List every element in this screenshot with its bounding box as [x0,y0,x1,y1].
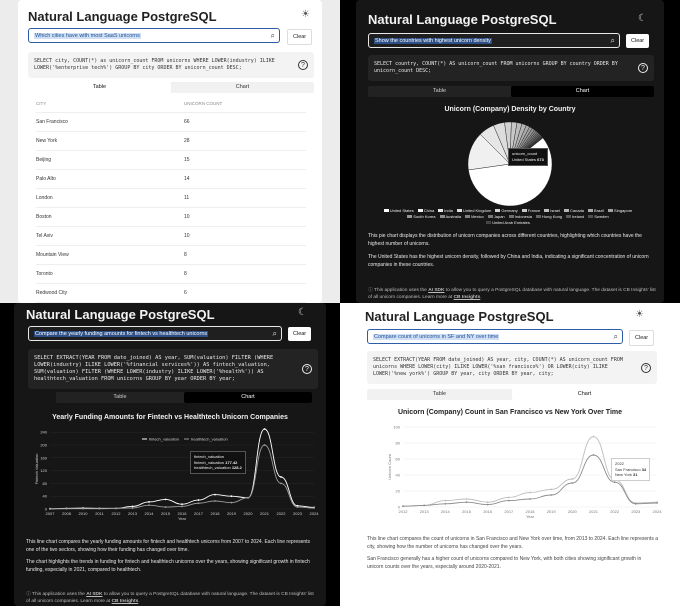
search-icon[interactable]: ⌕ [270,31,275,40]
chart-title: Unicorn (Company) Density by Country [444,106,576,113]
legend-item [522,208,540,213]
data-point[interactable] [198,499,200,501]
legend-label: Australia [445,214,462,219]
tooltip-row: fintech_valuation 177.42 [194,459,238,465]
data-point[interactable] [593,454,595,456]
legend-swatch [438,209,443,212]
count-cell: 11 [184,188,306,207]
data-point[interactable] [165,506,167,508]
legend-item [438,208,453,213]
data-point[interactable] [593,436,595,438]
x-tick-label: 2018 [210,511,220,516]
table-row [36,226,306,245]
screenshot-fintech-healthtech [0,303,340,606]
tab-table[interactable]: Table [28,82,171,93]
footer-text: ⓘ This application uses the AI SDK to allow you to query a PostgreSQL database with natural language. The dataset is CB Insights' list of all unicorn companies. Learn more at CB Insights. [26,592,314,604]
sql-text: SELECT city, COUNT(*) as unicorn_count FROM unicorns WHERE LOWER(industry) ILIKE LOWER('%enterprise tech%') GROUP BY city ORDER BY unicorn_count DESC; [34,58,275,71]
data-point[interactable] [571,482,573,484]
legend-swatch [495,209,500,212]
data-point[interactable] [165,499,167,501]
legend-swatch [536,215,541,218]
x-tick-label: 2016 [177,511,187,516]
x-tick-label: 2019 [546,509,556,514]
count-cell: 28 [184,131,306,150]
legend-swatch [588,215,593,218]
tab-chart[interactable]: Chart [184,392,312,403]
theme-toggle-icon[interactable]: ☾ [298,307,307,318]
legend-swatch [418,209,423,212]
y-tick-label: 120 [40,468,47,474]
x-tick-label: 2013 [419,509,429,514]
data-point[interactable] [656,502,658,504]
table-row [36,131,306,150]
data-point[interactable] [247,497,249,499]
chart-description [26,539,318,574]
legend-label: United Arab Emirates [492,220,530,225]
data-point[interactable] [635,503,637,505]
y-tick-label: 160 [40,455,47,461]
legend-swatch [588,209,593,212]
sql-query-box [28,349,318,389]
description-paragraph: This pie chart displays the distribution of unicorn companies across different countries, highlighting which countries have the highest number of unicorns. [368,233,642,247]
legend-item [564,208,584,213]
y-axis-label: Fintech Valuation [34,453,39,485]
legend-item [509,214,532,219]
legend-swatch [522,209,527,212]
legend-item [608,208,632,213]
legend-label: Ireland [572,214,585,219]
city-cell: Boston [36,207,184,226]
legend-label: Singapore [614,208,633,213]
data-point[interactable] [508,500,510,502]
legend-label: Japan [493,214,505,219]
description-paragraph: The United States has the highest unicorn density, followed by China and India, indicating a significant concentration of unicorn companies in these countries. [368,254,649,268]
theme-toggle-icon[interactable]: ☀ [301,9,310,20]
data-point[interactable] [214,494,216,496]
ai-sdk-link[interactable]: AI SDK [86,592,103,597]
search-input[interactable] [368,33,620,48]
sql-text: SELECT country, COUNT(*) AS unicorn_count FROM unicorns GROUP BY country ORDER BY unicorn_count DESC; [374,61,618,74]
theme-toggle-icon[interactable]: ☀ [635,309,644,320]
data-point[interactable] [487,504,489,506]
data-point[interactable] [66,508,68,510]
data-point[interactable] [115,507,117,509]
search-input[interactable] [367,329,623,344]
legend-swatch [465,215,470,218]
x-tick-label: 2021 [589,509,598,514]
tooltip-row [512,157,544,163]
legend-item [486,220,530,225]
screenshot-country-pie [340,0,680,303]
city-cell: Toronto [36,264,184,283]
theme-toggle-icon[interactable]: ☾ [638,13,647,24]
legend-label: China [423,208,435,213]
legend-item [544,208,560,213]
chart-title: Unicorn (Company) Count in San Francisco vs New York Over Time [397,409,623,416]
data-point[interactable] [529,498,531,500]
query-text: Compare count of unicorns in SF and NY over time [374,334,499,340]
legend-label: fintech_valuation [149,436,180,442]
sql-query-box [367,351,657,384]
data-point[interactable] [313,507,315,509]
tab-table[interactable]: Table [432,391,447,397]
table-row [36,245,306,264]
legend-item [588,208,604,213]
view-tabs [56,392,312,403]
x-tick-label: 2020 [567,509,577,514]
app-title: Natural Language PostgreSQL [26,307,215,322]
y-tick-label: 80 [395,440,400,446]
search-input[interactable] [28,28,280,43]
table-row [36,112,306,131]
table-row [36,283,306,302]
legend-swatch [440,215,445,218]
series-line[interactable] [50,429,314,509]
legend-item [488,214,505,219]
legend-label: Hong Kong [542,214,563,219]
clear-button[interactable]: Clear [626,34,649,48]
count-cell: 10 [184,207,306,226]
y-tick-label: 240 [40,429,47,435]
x-tick-label: 2017 [194,511,203,516]
pie-tooltip [508,148,548,166]
column-header-count: UNICORN COUNT [184,96,306,112]
tooltip-row: healthtech_valuation 128.2 [194,465,242,470]
legend-item [536,214,562,219]
legend-swatch [457,209,462,212]
x-tick-label: 2023 [631,509,641,514]
data-point[interactable] [49,508,51,510]
legend-row [378,220,642,226]
city-cell: London [36,188,184,207]
x-tick-label: 2012 [111,511,121,516]
legend-swatch [564,209,569,212]
data-point[interactable] [264,444,266,446]
screenshot-sf-table [0,0,340,303]
y-tick-label: 60 [395,456,400,462]
x-tick-label: 2019 [227,511,236,516]
legend-item [440,214,462,219]
legend-swatch [509,215,514,218]
x-tick-label: 2022 [610,509,620,514]
tooltip-country: United States [512,157,537,162]
legend-label: Israel [550,208,561,213]
x-tick-label: 2007 [45,511,55,516]
cb-insights-link[interactable]: CB Insights [111,599,139,604]
data-point[interactable] [423,505,425,507]
table-row [36,188,306,207]
y-tick-label: 40 [395,472,400,478]
legend-label: Indonesia [514,214,533,219]
legend-swatch [566,215,571,218]
help-icon[interactable]: ? [302,364,312,374]
results-table [36,96,306,303]
legend-swatch [384,209,389,212]
x-tick-label: 2013 [128,511,137,516]
table-header-row [36,96,306,112]
data-point[interactable] [444,500,446,502]
x-tick-label: 2017 [504,509,514,514]
y-tick-label: 100 [393,424,400,430]
x-tick-label: 2022 [276,511,286,516]
table-row [36,169,306,188]
data-point[interactable] [466,501,468,503]
legend-item [465,214,484,219]
table-row [36,150,306,169]
app-title: Natural Language PostgreSQL [365,309,554,324]
x-tick-label: 2018 [525,509,535,514]
description-paragraph: This line chart compares the yearly funding amounts for fintech and healthtech unicorns from 2007 to 2024. Each line represents one of the two sectors, showing how their funding has changed over time. [26,539,311,553]
view-tabs [28,82,314,93]
legend-label: Brazil [594,208,605,213]
count-cell: 66 [184,112,306,131]
sql-query-box [28,52,314,78]
sql-text: SELECT EXTRACT(YEAR FROM date_joined) AS year, SUM(valuation) FILTER (WHERE LOWER(industry) ILIKE LOWER('%financial services%')) AS fintech_valuation, SUM(valuation) FILTER (WHERE LOWER(industry) ILIKE LOWER('%health%')) AS healthtech_valuation FROM unicorns GROUP BY year ORDER BY year; [34,355,274,382]
y-tick-label: 80 [42,480,47,486]
city-cell: Tel Aviv [36,226,184,245]
x-tick-label: 2021 [260,511,269,516]
legend-swatch [407,215,412,218]
query-text: Compare the yearly funding amounts for fintech vs healthtech unicorns [35,331,208,337]
data-point[interactable] [148,504,150,506]
data-point[interactable] [82,508,84,510]
data-point[interactable] [132,507,134,509]
data-point[interactable] [132,506,134,508]
city-cell: Mountain View [36,245,184,264]
legend-item [457,208,491,213]
tooltip-label: unicorn_count [512,151,538,156]
data-point[interactable] [181,503,183,505]
line-chart[interactable] [14,423,326,533]
app-title: Natural Language PostgreSQL [28,9,217,24]
description-paragraph: The chart highlights the trends in funding for fintech and healthtech unicorns over the years, showing significant growth in fintech funding, especially in 2021, compared to healthtech. [26,559,310,573]
x-tick-label: 2016 [483,509,493,514]
help-icon[interactable]: ? [641,363,651,373]
ai-sdk-link[interactable]: AI SDK [428,288,445,293]
legend-item [566,214,584,219]
tab-chart[interactable]: Chart [511,86,654,97]
legend-swatch [544,209,549,212]
x-tick-label: 2011 [95,511,104,516]
search-icon[interactable]: ⌕ [272,329,277,338]
data-point[interactable] [571,478,573,480]
city-cell: Beijing [36,150,184,169]
legend-label: South Korea [413,214,436,219]
y-tick-label: 0 [397,504,400,510]
x-tick-label: 2014 [144,511,154,516]
search-icon[interactable]: ⌕ [610,36,615,45]
view-tabs [368,86,654,97]
city-cell: New York [36,131,184,150]
count-cell: 8 [184,264,306,283]
sql-query-box [368,55,654,81]
tooltip-row: New York 31 [615,472,638,477]
query-text: Which cities have with most SaaS unicorns [35,33,140,39]
help-icon[interactable]: ? [298,60,308,70]
legend-item [384,208,414,213]
data-point[interactable] [148,501,150,503]
tooltip-value: 673 [537,157,544,162]
legend-label: healthtech_valuation [191,436,228,442]
line-tooltip [611,458,650,481]
count-cell: 8 [184,245,306,264]
y-tick-label: 200 [40,442,47,448]
x-tick-label: 2015 [161,511,170,516]
data-point[interactable] [280,483,282,485]
footer-text: ⓘ This application uses the AI SDK to allow you to query a PostgreSQL database with natural language. The dataset is CB Insights' list of all unicorn companies. Learn more at CB Insights. [368,288,656,300]
chart-description [368,233,658,269]
legend-label: Germany [501,208,518,213]
y-tick-label: 40 [42,493,47,499]
chart-legend [378,208,642,226]
x-tick-label: 2015 [462,509,471,514]
legend-label: United Kingdom [462,208,492,213]
x-tick-label: 2012 [398,509,408,514]
tooltip-year: 2022 [615,461,624,466]
chart-description [367,536,659,571]
info-icon: ⓘ [26,592,33,597]
cb-insights-link[interactable]: CB Insights [453,295,481,300]
city-cell: San Francisco [36,112,184,131]
x-tick-label: 2024 [652,509,662,514]
search-input[interactable] [28,326,282,341]
data-point[interactable] [198,502,200,504]
city-cell: Palo Alto [36,169,184,188]
legend-item [418,208,434,213]
data-point[interactable] [529,492,531,494]
data-point[interactable] [402,505,404,507]
data-point[interactable] [614,481,616,483]
table-row [36,264,306,283]
tooltip-row: San Francisco 34 [615,466,647,472]
query-text: Show the countries with highest unicorn density [375,38,491,44]
city-cell: Redwood City [36,283,184,302]
data-point[interactable] [487,501,489,503]
count-cell: 14 [184,169,306,188]
data-point[interactable] [550,494,552,496]
sql-text: SELECT EXTRACT(YEAR FROM date_joined) AS year, city, COUNT(*) AS unicorn_count FROM unicorns WHERE LOWER(city) ILIKE LOWER('%san francisco%') OR LOWER(city) ILIKE LOWER('%new york%') GROUP BY year, city ORDER BY year, city; [373,357,623,377]
tab-chart[interactable]: Chart [512,389,657,400]
tab-table[interactable]: Table [113,394,127,400]
y-tick-label: 20 [395,488,400,494]
line-tooltip [190,451,246,474]
data-point[interactable] [99,508,101,510]
legend-item [407,214,435,219]
data-point[interactable] [297,506,299,508]
data-point[interactable] [231,502,233,504]
app-panel [355,303,665,606]
x-tick-label: 2014 [440,509,450,514]
legend-item [588,214,608,219]
app-panel [356,0,664,303]
x-axis-label: Year [525,514,535,519]
data-point[interactable] [214,500,216,502]
data-point[interactable] [280,476,282,478]
data-point[interactable] [231,495,233,497]
description-paragraph: This line chart compares the count of unicorns in San Francisco and New York over time, from 2013 to 2024. Each line represents a city, showing how the number of unicorns has changed over the years. [367,536,658,550]
screenshot-sf-ny-over-time [340,303,680,606]
help-icon[interactable]: ? [638,63,648,73]
legend-swatch [488,215,493,218]
y-tick-label: 0 [44,506,47,512]
search-icon[interactable]: ⌕ [613,332,618,341]
data-point[interactable] [466,498,468,500]
legend-swatch [608,209,613,212]
legend-label: Mexico [471,214,484,219]
tab-chart[interactable]: Chart [235,84,250,90]
count-cell: 6 [184,283,306,302]
app-panel [18,0,322,303]
legend-swatch [486,221,491,224]
app-panel [14,303,326,606]
legend-label: Canada [570,208,585,213]
data-point[interactable] [264,428,266,430]
tooltip-title: fintech_valuation [194,454,225,459]
clear-button[interactable]: Clear [288,327,311,341]
table-row [36,207,306,226]
legend-label: India [444,208,453,213]
clear-button[interactable]: Clear [287,29,312,45]
view-tabs [367,389,657,400]
app-title: Natural Language PostgreSQL [368,12,557,27]
data-point[interactable] [444,503,446,505]
series-line[interactable] [50,445,314,509]
x-tick-label: 2024 [309,511,319,516]
legend-item [495,208,517,213]
x-tick-label: 2020 [243,511,253,516]
tab-table[interactable]: Table [432,88,447,94]
data-point[interactable] [181,506,183,508]
x-tick-label: 2010 [78,511,88,516]
data-point[interactable] [508,497,510,499]
description-paragraph: San Francisco generally has a higher count of unicorns compared to New York, with both cities showing significant growth in unicorn counts over the years, especially around 2020-2021. [367,556,642,570]
count-cell: 15 [184,150,306,169]
y-axis-label: Unicorn Count [387,454,392,480]
legend-label: United States [389,208,414,213]
legend-label: France [527,208,541,213]
x-tick-label: 2023 [293,511,302,516]
chart-title: Yearly Funding Amounts for Fintech vs Healthtech Unicorn Companies [52,414,288,421]
legend-label: Sweden [594,214,609,219]
column-header-city: CITY [36,96,184,112]
x-tick-label: 2008 [62,511,71,516]
info-icon: ⓘ [368,288,375,293]
count-cell: 10 [184,226,306,245]
clear-button[interactable]: Clear [629,330,654,346]
x-axis-label: Year [177,516,187,521]
data-point[interactable] [550,489,552,491]
